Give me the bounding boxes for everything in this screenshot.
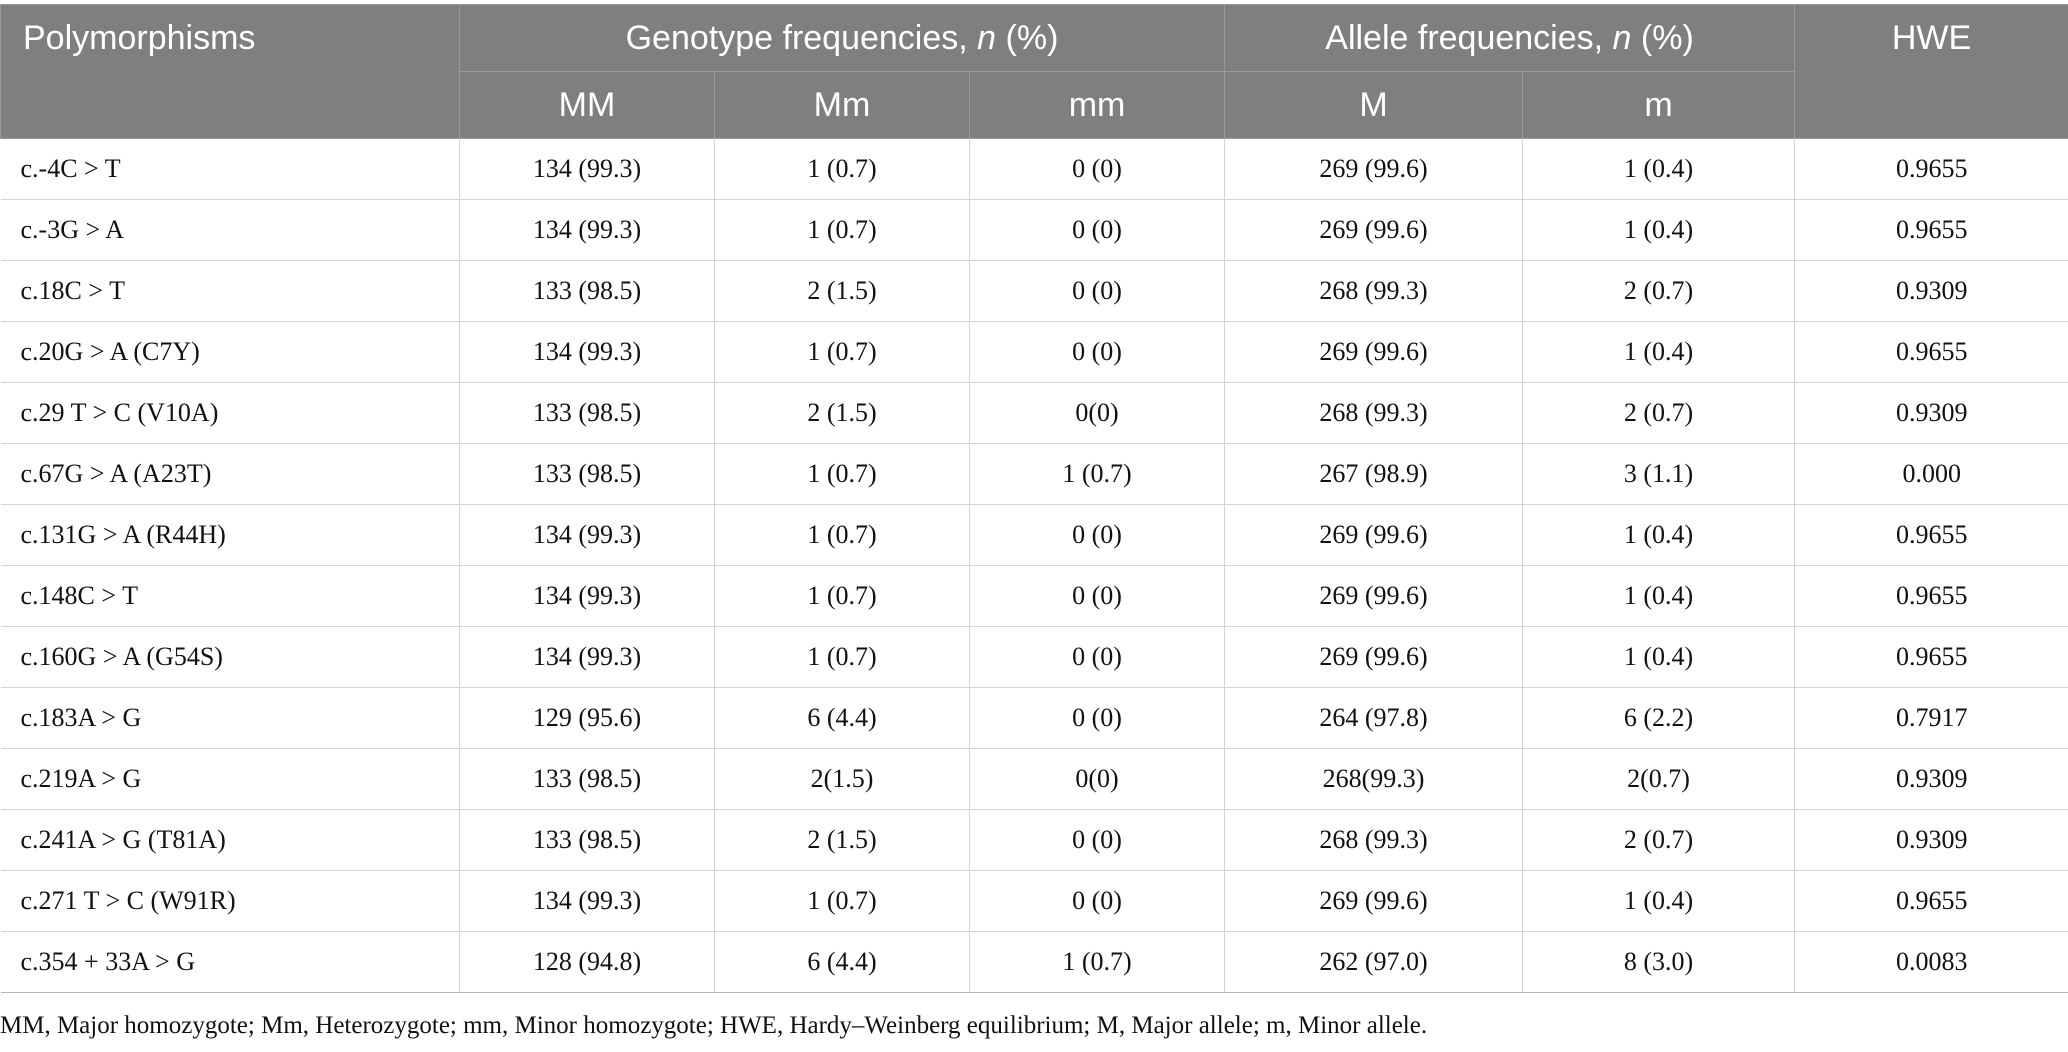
cell-MM: 134 (99.3) bbox=[460, 566, 715, 627]
cell-polymorphism: c.183A > G bbox=[1, 688, 460, 749]
table-footnote: MM, Major homozygote; Mm, Heterozygote; mm, Minor homozygote; HWE, Hardy–Weinberg equilibrium; M, Major allele; m, Minor allele. bbox=[0, 1012, 1428, 1039]
cell-M: 269 (99.6) bbox=[1225, 505, 1523, 566]
cell-hwe: 0.7917 bbox=[1795, 688, 2068, 749]
cell-m: 1 (0.4) bbox=[1523, 505, 1795, 566]
cell-polymorphism: c.219A > G bbox=[1, 749, 460, 810]
cell-hwe: 0.9655 bbox=[1795, 139, 2068, 200]
cell-hwe: 0.9655 bbox=[1795, 566, 2068, 627]
cell-hwe: 0.9309 bbox=[1795, 810, 2068, 871]
cell-MM: 134 (99.3) bbox=[460, 322, 715, 383]
table-row bbox=[1, 139, 2068, 200]
table-row bbox=[1, 932, 2068, 993]
table-header bbox=[1, 5, 2068, 139]
cell-m: 8 (3.0) bbox=[1523, 932, 1795, 993]
cell-M: 269 (99.6) bbox=[1225, 139, 1523, 200]
cell-Mm: 1 (0.7) bbox=[715, 139, 970, 200]
cell-mm: 0 (0) bbox=[970, 261, 1225, 322]
cell-mm: 0(0) bbox=[970, 749, 1225, 810]
cell-M: 268 (99.3) bbox=[1225, 383, 1523, 444]
cell-Mm: 2(1.5) bbox=[715, 749, 970, 810]
table-row bbox=[1, 566, 2068, 627]
cell-m: 1 (0.4) bbox=[1523, 200, 1795, 261]
cell-polymorphism: c.271 T > C (W91R) bbox=[1, 871, 460, 932]
table-row bbox=[1, 444, 2068, 505]
cell-Mm: 1 (0.7) bbox=[715, 200, 970, 261]
cell-hwe: 0.9655 bbox=[1795, 200, 2068, 261]
table-row bbox=[1, 810, 2068, 871]
cell-polymorphism: c.18C > T bbox=[1, 261, 460, 322]
cell-MM: 134 (99.3) bbox=[460, 871, 715, 932]
subheader-Mm: Mm bbox=[715, 72, 970, 139]
subheader-m: m bbox=[1523, 72, 1795, 139]
cell-M: 268 (99.3) bbox=[1225, 261, 1523, 322]
cell-m: 2 (0.7) bbox=[1523, 261, 1795, 322]
cell-M: 264 (97.8) bbox=[1225, 688, 1523, 749]
cell-Mm: 1 (0.7) bbox=[715, 322, 970, 383]
header-allele-frequencies: Allele frequencies, n (%) bbox=[1225, 5, 1795, 72]
cell-mm: 0 (0) bbox=[970, 505, 1225, 566]
cell-Mm: 1 (0.7) bbox=[715, 871, 970, 932]
cell-polymorphism: c.29 T > C (V10A) bbox=[1, 383, 460, 444]
cell-hwe: 0.9655 bbox=[1795, 505, 2068, 566]
cell-m: 1 (0.4) bbox=[1523, 322, 1795, 383]
cell-MM: 133 (98.5) bbox=[460, 383, 715, 444]
cell-polymorphism: c.131G > A (R44H) bbox=[1, 505, 460, 566]
cell-M: 262 (97.0) bbox=[1225, 932, 1523, 993]
cell-M: 269 (99.6) bbox=[1225, 566, 1523, 627]
cell-polymorphism: c.148C > T bbox=[1, 566, 460, 627]
cell-polymorphism: c.241A > G (T81A) bbox=[1, 810, 460, 871]
cell-M: 267 (98.9) bbox=[1225, 444, 1523, 505]
cell-polymorphism: c.-3G > A bbox=[1, 200, 460, 261]
cell-m: 2 (0.7) bbox=[1523, 810, 1795, 871]
cell-polymorphism: c.67G > A (A23T) bbox=[1, 444, 460, 505]
cell-M: 269 (99.6) bbox=[1225, 200, 1523, 261]
cell-MM: 133 (98.5) bbox=[460, 749, 715, 810]
table-row bbox=[1, 871, 2068, 932]
cell-mm: 0 (0) bbox=[970, 200, 1225, 261]
cell-mm: 0 (0) bbox=[970, 627, 1225, 688]
cell-mm: 0 (0) bbox=[970, 688, 1225, 749]
table-row bbox=[1, 322, 2068, 383]
header-hwe: HWE bbox=[1795, 5, 2068, 139]
table-row bbox=[1, 688, 2068, 749]
cell-hwe: 0.9309 bbox=[1795, 749, 2068, 810]
cell-Mm: 1 (0.7) bbox=[715, 505, 970, 566]
table-row bbox=[1, 505, 2068, 566]
table-row bbox=[1, 261, 2068, 322]
cell-mm: 0 (0) bbox=[970, 322, 1225, 383]
cell-m: 2(0.7) bbox=[1523, 749, 1795, 810]
cell-Mm: 1 (0.7) bbox=[715, 444, 970, 505]
cell-hwe: 0.9655 bbox=[1795, 627, 2068, 688]
cell-m: 2 (0.7) bbox=[1523, 383, 1795, 444]
cell-MM: 134 (99.3) bbox=[460, 200, 715, 261]
cell-M: 268(99.3) bbox=[1225, 749, 1523, 810]
cell-Mm: 1 (0.7) bbox=[715, 627, 970, 688]
subheader-mm: mm bbox=[970, 72, 1225, 139]
header-polymorphisms: Polymorphisms bbox=[1, 5, 460, 139]
cell-mm: 0 (0) bbox=[970, 810, 1225, 871]
cell-Mm: 2 (1.5) bbox=[715, 810, 970, 871]
cell-M: 268 (99.3) bbox=[1225, 810, 1523, 871]
cell-m: 1 (0.4) bbox=[1523, 871, 1795, 932]
table-row bbox=[1, 627, 2068, 688]
cell-Mm: 2 (1.5) bbox=[715, 261, 970, 322]
cell-MM: 129 (95.6) bbox=[460, 688, 715, 749]
cell-M: 269 (99.6) bbox=[1225, 627, 1523, 688]
cell-Mm: 6 (4.4) bbox=[715, 932, 970, 993]
cell-mm: 0 (0) bbox=[970, 566, 1225, 627]
table-body bbox=[1, 139, 2068, 993]
cell-m: 6 (2.2) bbox=[1523, 688, 1795, 749]
cell-m: 1 (0.4) bbox=[1523, 139, 1795, 200]
polymorphism-frequency-table bbox=[0, 4, 2068, 993]
subheader-M: M bbox=[1225, 72, 1523, 139]
cell-mm: 1 (0.7) bbox=[970, 444, 1225, 505]
cell-hwe: 0.000 bbox=[1795, 444, 2068, 505]
cell-hwe: 0.9309 bbox=[1795, 383, 2068, 444]
cell-MM: 128 (94.8) bbox=[460, 932, 715, 993]
cell-Mm: 6 (4.4) bbox=[715, 688, 970, 749]
cell-Mm: 1 (0.7) bbox=[715, 566, 970, 627]
cell-mm: 0 (0) bbox=[970, 871, 1225, 932]
cell-mm: 0(0) bbox=[970, 383, 1225, 444]
cell-hwe: 0.9655 bbox=[1795, 871, 2068, 932]
cell-polymorphism: c.-4C > T bbox=[1, 139, 460, 200]
cell-M: 269 (99.6) bbox=[1225, 322, 1523, 383]
cell-polymorphism: c.160G > A (G54S) bbox=[1, 627, 460, 688]
cell-MM: 134 (99.3) bbox=[460, 627, 715, 688]
cell-polymorphism: c.20G > A (C7Y) bbox=[1, 322, 460, 383]
table-row bbox=[1, 383, 2068, 444]
subheader-MM: MM bbox=[460, 72, 715, 139]
cell-hwe: 0.9655 bbox=[1795, 322, 2068, 383]
table-row bbox=[1, 749, 2068, 810]
cell-m: 3 (1.1) bbox=[1523, 444, 1795, 505]
cell-Mm: 2 (1.5) bbox=[715, 383, 970, 444]
cell-M: 269 (99.6) bbox=[1225, 871, 1523, 932]
cell-mm: 1 (0.7) bbox=[970, 932, 1225, 993]
header-genotype-frequencies: Genotype frequencies, n (%) bbox=[460, 5, 1225, 72]
cell-m: 1 (0.4) bbox=[1523, 566, 1795, 627]
cell-mm: 0 (0) bbox=[970, 139, 1225, 200]
table-row bbox=[1, 200, 2068, 261]
cell-m: 1 (0.4) bbox=[1523, 627, 1795, 688]
cell-hwe: 0.0083 bbox=[1795, 932, 2068, 993]
cell-MM: 134 (99.3) bbox=[460, 505, 715, 566]
cell-MM: 133 (98.5) bbox=[460, 261, 715, 322]
cell-MM: 134 (99.3) bbox=[460, 139, 715, 200]
cell-hwe: 0.9309 bbox=[1795, 261, 2068, 322]
cell-MM: 133 (98.5) bbox=[460, 444, 715, 505]
cell-polymorphism: c.354 + 33A > G bbox=[1, 932, 460, 993]
cell-MM: 133 (98.5) bbox=[460, 810, 715, 871]
